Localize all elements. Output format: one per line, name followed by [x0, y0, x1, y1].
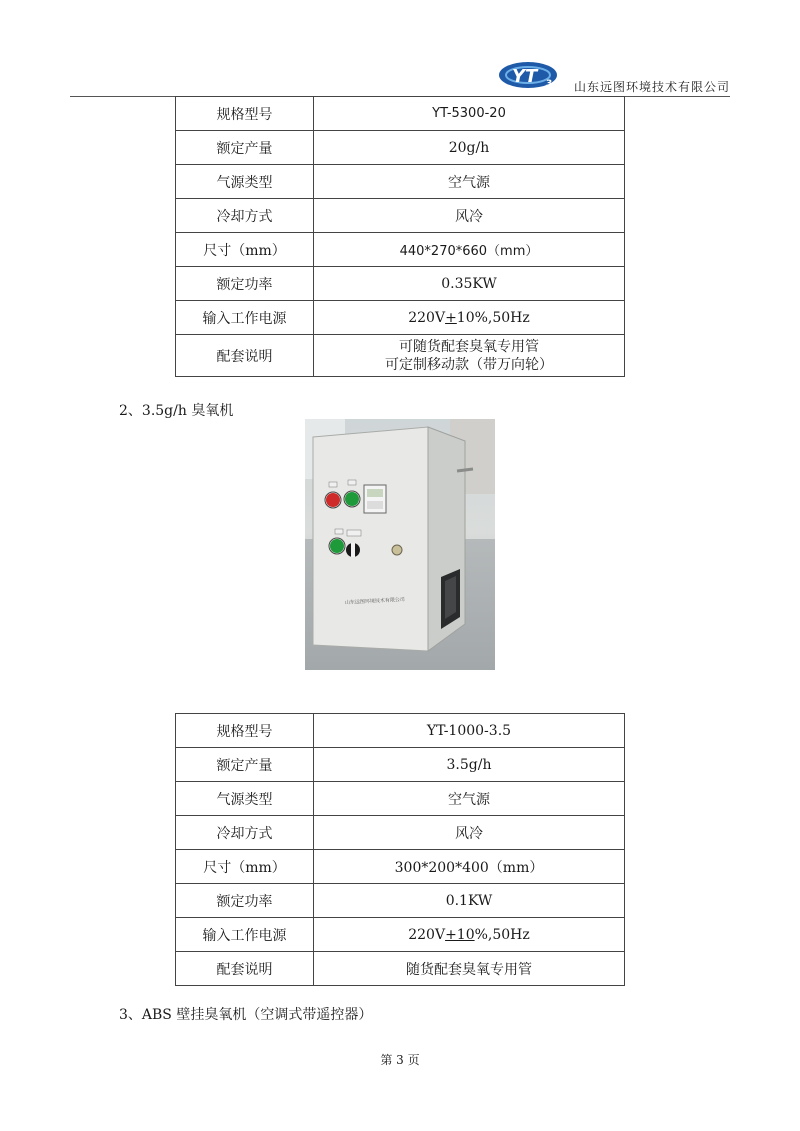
- power-voltage: 220V: [408, 309, 446, 326]
- page-header: [70, 56, 730, 98]
- power-tolerance: %,50Hz: [474, 926, 530, 943]
- svg-text:YT: YT: [512, 66, 538, 87]
- spec-key: 输入工作电源: [176, 918, 314, 952]
- spec-value: 300*200*400（mm）: [314, 850, 625, 884]
- table-row: [176, 884, 625, 918]
- power-tolerance-underlined: +10: [445, 926, 475, 943]
- spec-value: 随货配套臭氧专用管: [314, 952, 625, 986]
- spec-key: 冷却方式: [176, 199, 314, 233]
- section-title-3: 3、ABS 壁挂臭氧机（空调式带遥控器）: [119, 1007, 373, 1023]
- table-row: [176, 199, 625, 233]
- cabinet-panel-label: 山东远图环境技术有限公司: [344, 596, 406, 606]
- table-row: [176, 952, 625, 986]
- spec-table-yt-1000-3-5: [175, 713, 625, 986]
- spec-value: 风冷: [314, 816, 625, 850]
- section-title-2: 2、3.5g/h 臭氧机: [119, 403, 234, 419]
- ozone-generator-cabinet-photo: [305, 419, 495, 670]
- spec-value: 0.35KW: [314, 267, 625, 301]
- spec-key: 气源类型: [176, 782, 314, 816]
- spec-value: 3.5g/h: [314, 748, 625, 782]
- spec-key: 尺寸（mm）: [176, 850, 314, 884]
- table-row: [176, 335, 625, 377]
- spec-value: 0.1KW: [314, 884, 625, 918]
- table-row: [176, 131, 625, 165]
- table-row: [176, 748, 625, 782]
- power-tolerance-sign: +: [445, 309, 457, 326]
- spec-value: YT-1000-3.5: [314, 714, 625, 748]
- spec-value-line: 可定制移动款（带万向轮）: [385, 356, 553, 373]
- spec-value: YT-5300-20: [314, 97, 625, 131]
- table-row: [176, 850, 625, 884]
- spec-table-yt-5300-20: [175, 96, 625, 377]
- spec-value: 风冷: [314, 199, 625, 233]
- spec-key: 冷却方式: [176, 816, 314, 850]
- spec-key: 输入工作电源: [176, 301, 314, 335]
- spec-value: 20g/h: [314, 131, 625, 165]
- spec-key: 尺寸（mm）: [176, 233, 314, 267]
- table-row: [176, 301, 625, 335]
- table-row: [176, 816, 625, 850]
- spec-value: [314, 918, 625, 952]
- spec-value: [314, 301, 625, 335]
- spec-key: 额定产量: [176, 748, 314, 782]
- power-tolerance: 10%,50Hz: [456, 309, 530, 326]
- company-name: 山东远图环境技术有限公司: [573, 80, 730, 94]
- spec-key: 额定功率: [176, 267, 314, 301]
- table-row: [176, 918, 625, 952]
- table-row: [176, 233, 625, 267]
- page-number: 第 3 页: [380, 1053, 420, 1067]
- spec-value: 空气源: [314, 782, 625, 816]
- spec-value: 空气源: [314, 165, 625, 199]
- spec-value: [314, 335, 625, 377]
- spec-key: 配套说明: [176, 335, 314, 377]
- spec-key: 规格型号: [176, 714, 314, 748]
- table-row: [176, 714, 625, 748]
- table-row: [176, 782, 625, 816]
- power-voltage: 220V: [408, 926, 446, 943]
- spec-key: 配套说明: [176, 952, 314, 986]
- table-row: [176, 267, 625, 301]
- spec-value: 440*270*660（mm）: [314, 233, 625, 267]
- spec-key: 气源类型: [176, 165, 314, 199]
- table-row: [176, 165, 625, 199]
- svg-text:3: 3: [546, 79, 553, 89]
- spec-key: 额定产量: [176, 131, 314, 165]
- table-row: [176, 97, 625, 131]
- spec-value-line: 可随货配套臭氧专用管: [399, 338, 539, 355]
- spec-key: 额定功率: [176, 884, 314, 918]
- spec-key: 规格型号: [176, 97, 314, 131]
